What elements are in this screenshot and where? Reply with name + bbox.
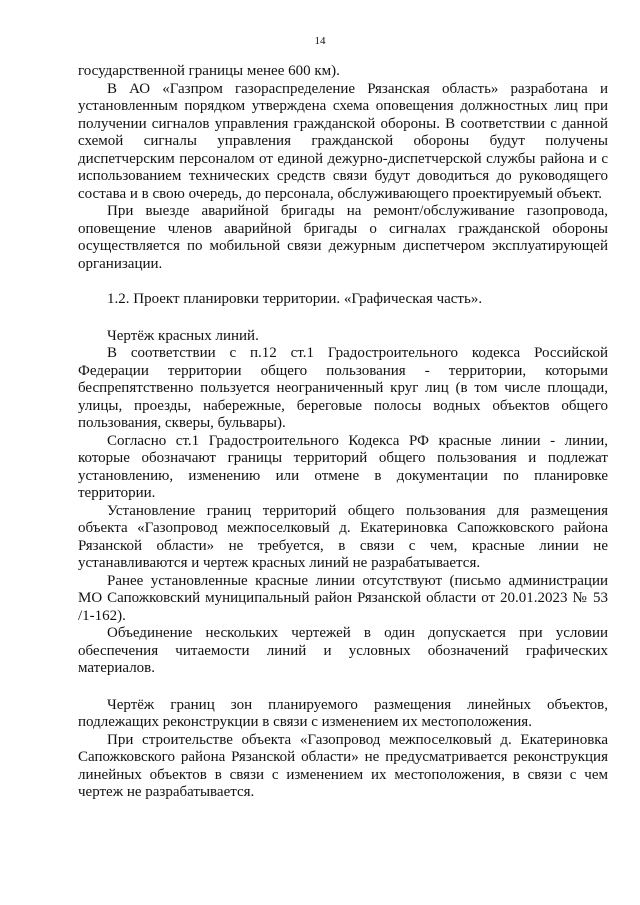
paragraph-drawings-combination: Объединение нескольких чертежей в один допускается при условии обеспечения читаемости линий и условных обозначений графических материалов.: [78, 625, 608, 676]
paragraph-public-territories: В соответствии с п.12 ст.1 Градостроительного кодекса Российской Федерации территории общего пользования - территории, которыми беспрепятственно пользуется неограниченный круг лиц (в том числе площади, улицы, проезды, набережные, береговые полосы водных объектов общего пользования, скверы, бульвары).: [78, 345, 608, 431]
document-body: [78, 63, 608, 802]
paragraph-red-lines-definition: Согласно ст.1 Градостроительного Кодекса РФ красные линии - линии, которые обозначают границы территорий общего пользования и подлежат установлению, изменению или отмене в документации по планировке территории.: [78, 432, 608, 501]
page-number: 14: [314, 35, 326, 47]
paragraph-no-reconstruction: При строительстве объекта «Газопровод межпоселковый д. Екатериновка Сапожковского района Рязанской области» не предусматривается реконструкция линейных объектов в связи с изменением их местоположения, в связи с чем чертеж не разрабатывается.: [78, 731, 608, 800]
subheading-zone-boundaries-drawing: Чертёж границ зон планируемого размещения линейных объектов, подлежащих реконструкции в связи с изменением их местоположения.: [78, 696, 608, 730]
paragraph-notification-scheme: В АО «Газпром газораспределение Рязанская область» разработана и установленным порядком утверждена схема оповещения должностных лиц при получении сигналов управления гражданской обороны. В соответствии с данной схемой сигналы управления гражданской обороны будут получены диспетчерским персоналом от единой дежурно-диспетчерской службы района и с использованием технических средств связи будут доводиться до руководящего состава и в свою очередь, до персонала, обслуживающего проектируемый объект.: [78, 80, 608, 202]
paragraph-previous-red-lines: Ранее установленные красные линии отсутствуют (письмо администрации МО Сапожковский муниципальный район Рязанской области от 20.01.2023 № 53 /1-162).: [78, 572, 608, 624]
paragraph-emergency-crew: При выезде аварийной бригады на ремонт/обслуживание газопровода, оповещение членов аварийной бригады о сигналах гражданской обороны осуществляется по мобильной связи дежурным диспетчером эксплуатирующей организации.: [78, 203, 608, 272]
section-heading-graphic-part: 1.2. Проект планировки территории. «Графическая часть».: [107, 291, 483, 307]
paragraph-border-distance: государственной границы менее 600 км).: [78, 63, 340, 79]
paragraph-boundaries-not-required: Установление границ территорий общего пользования для размещения объекта «Газопровод межпоселковый д. Екатериновка Сапожковского района Рязанской области» не требуется, в связи с чем, красные линии не устанавливаются и чертеж красных линий не разрабатывается.: [78, 502, 608, 571]
subheading-red-lines-drawing: Чертёж красных линий.: [107, 327, 259, 344]
